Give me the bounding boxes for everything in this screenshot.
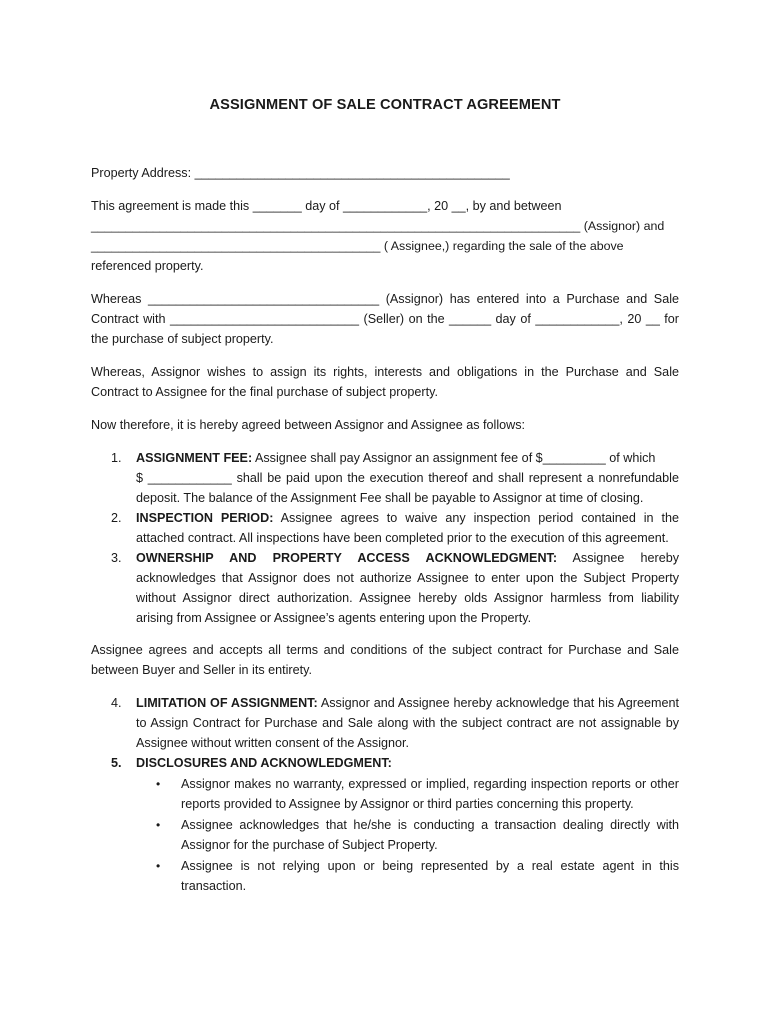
list-item-ownership-access bbox=[91, 548, 679, 628]
whereas-line-1: Whereas _________________________________ (Assignor) has entered into a Purchase and Sale bbox=[91, 292, 679, 306]
list-item-heading: LIMITATION OF ASSIGNMENT: bbox=[136, 696, 318, 710]
document-title: ASSIGNMENT OF SALE CONTRACT AGREEMENT bbox=[209, 97, 561, 113]
list-item-body bbox=[136, 548, 679, 628]
list-item-text: Assignor and Assignee hereby acknowledge that his Agreement to Assign Contract for Purchase and Sale along with the subject contract are not assignable by Assignee without written consent of the Assignor. bbox=[136, 696, 679, 750]
list-item-assignment-fee bbox=[91, 448, 679, 508]
whereas-paragraph-2: Whereas, Assignor wishes to assign its rights, interests and obligations in the Purchase and Sale Contract to Assignee for the final purchase of subject property. bbox=[91, 365, 679, 399]
whereas-line-3: the purchase of subject property. bbox=[91, 332, 274, 346]
list-item-heading: INSPECTION PERIOD: bbox=[136, 511, 274, 525]
agreement-made-line-3: __________________________________________ ( Assignee,) regarding the sale of the above bbox=[91, 239, 624, 253]
list-item-number: 3. bbox=[111, 551, 122, 565]
list-item-text: Assignee agrees to waive any inspection period contained in the attached contract. All inspections have been completed prior to the execution of this agreement. bbox=[136, 511, 679, 545]
list-item-body bbox=[136, 448, 679, 508]
list-item-number: 4. bbox=[111, 696, 122, 710]
property-address-line: Property Address: _____________________________________________ bbox=[91, 166, 510, 180]
list-item-number: 5. bbox=[111, 756, 122, 770]
now-therefore-paragraph: Now therefore, it is hereby agreed between Assignor and Assignee as follows: bbox=[91, 418, 526, 432]
list-item-number: 1. bbox=[111, 451, 122, 465]
bullet-icon: • bbox=[156, 818, 161, 832]
list-item-body bbox=[136, 693, 679, 753]
list-item-line-2: $ ____________ shall be paid upon the execution thereof and shall represent a nonrefundable bbox=[136, 471, 679, 485]
bullet-icon: • bbox=[156, 777, 161, 791]
bullet-text: Assignor makes no warranty, expressed or implied, regarding inspection reports or other reports provided to Assignee by Assignor or third parties concerning this property. bbox=[181, 777, 679, 811]
agreement-made-paragraph bbox=[91, 196, 679, 276]
list-item-limitation bbox=[91, 693, 679, 753]
whereas-paragraph-1 bbox=[91, 289, 679, 349]
list-item-number: 2. bbox=[111, 511, 122, 525]
list-item-inspection-period bbox=[91, 508, 679, 548]
list-item-line-1: Assignee shall pay Assignor an assignment fee of $_________ of which bbox=[252, 451, 656, 465]
bullet-item-no-agent bbox=[156, 856, 679, 896]
list-item-line-3: deposit. The balance of the Assignment Fee shall be payable to Assignor at time of closing. bbox=[136, 491, 644, 505]
list-item-body bbox=[136, 508, 679, 548]
agreement-made-line-2: _______________________________________________________________________ (Assignor) and bbox=[91, 219, 665, 233]
bullet-item-direct-transaction bbox=[156, 815, 679, 855]
whereas-line-2: Contract with ___________________________ (Seller) on the ______ day of ____________, 20 __ for bbox=[91, 312, 679, 326]
list-item-disclosures bbox=[91, 753, 679, 773]
bullet-icon: • bbox=[156, 859, 161, 873]
list-item-body bbox=[136, 753, 679, 773]
list-item-heading: OWNERSHIP AND PROPERTY ACCESS ACKNOWLEDGMENT: bbox=[136, 551, 558, 565]
list-item-heading: ASSIGNMENT FEE: bbox=[136, 451, 253, 465]
list-item-text: Assignee hereby acknowledges that Assignor does not authorize Assignee to enter upon the Subject Property without Assignor direct authorization. Assignee hereby olds Assignor harmless from liability arising from Assignee or Assignee’s agents entering upon the Property. bbox=[136, 551, 679, 625]
bullet-item-warranty bbox=[156, 774, 679, 814]
list-item-heading: DISCLOSURES AND ACKNOWLEDGMENT: bbox=[136, 756, 392, 770]
agreement-made-line-4: referenced property. bbox=[91, 259, 204, 273]
agrees-accepts-paragraph: Assignee agrees and accepts all terms and conditions of the subject contract for Purchase and Sale between Buyer and Seller in its entirety. bbox=[91, 643, 679, 677]
bullet-text: Assignee is not relying upon or being represented by a real estate agent in this transaction. bbox=[181, 859, 679, 893]
bullet-text: Assignee acknowledges that he/she is conducting a transaction dealing directly with Assignor for the purchase of Subject Property. bbox=[181, 818, 679, 852]
agreement-made-line-1: This agreement is made this _______ day of ____________, 20 __, by and between bbox=[91, 199, 562, 213]
